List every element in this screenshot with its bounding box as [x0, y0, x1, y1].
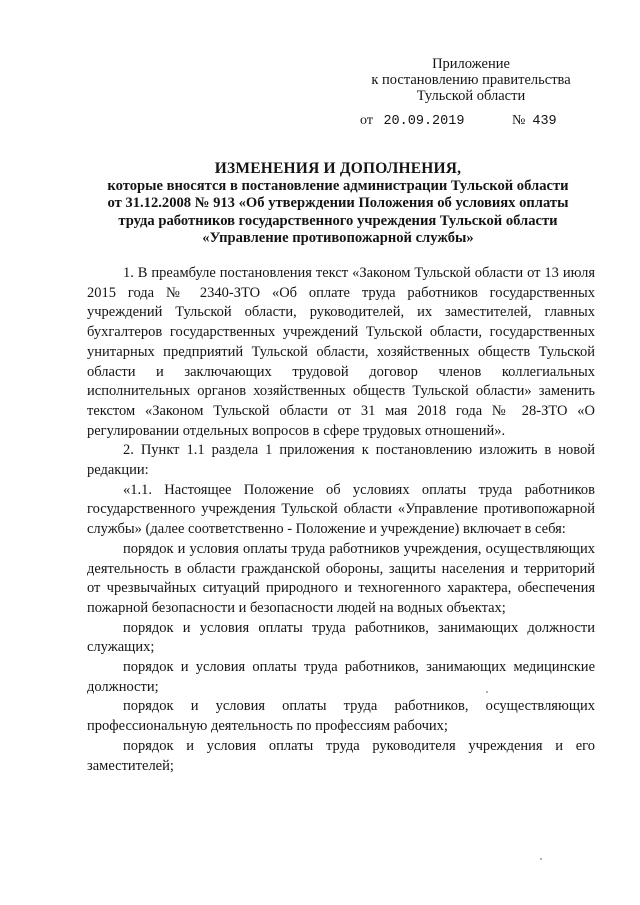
paragraph-6: порядок и условия оплаты труда работников, занимающих медицинские должности; — [87, 659, 595, 695]
appendix-line-1: Приложение — [432, 56, 510, 72]
paragraph-3: «1.1. Настоящее Положение об условиях оплаты труда работников государственного учреждения Тульской области «Управление противопожарной службы» (далее соответственно - Положение и учреждение) включает в себя: — [87, 481, 595, 538]
document-date-number — [360, 113, 600, 129]
number-prefix: № — [512, 113, 526, 128]
appendix-line-2: к постановлению правительства — [371, 72, 571, 88]
document-body — [87, 264, 595, 776]
document-date: 20.09.2019 — [383, 114, 465, 129]
document-number: 439 — [532, 114, 557, 129]
document-number-wrap — [512, 113, 557, 129]
title-line-2: от 31.12.2008 № 913 «Об утверждении Положения об условиях оплаты — [107, 195, 569, 211]
title-line-1: которые вносятся в постановление администрации Тульской области — [107, 177, 569, 194]
title-line-4: «Управление противопожарной службы» — [202, 230, 474, 246]
appendix-line-3: Тульской области — [416, 88, 526, 104]
paragraph-8: порядок и условия оплаты труда руководителя учреждения и его заместителей; — [87, 737, 595, 774]
paragraph-5: порядок и условия оплаты труда работников, занимающих должности служащих; — [87, 619, 595, 656]
scan-speck — [540, 858, 542, 860]
title-line-3: труда работников государственного учреждения Тульской области — [118, 212, 558, 229]
document-title — [80, 160, 596, 248]
appendix-header — [336, 56, 606, 104]
scan-speck — [486, 691, 488, 693]
paragraph-4: порядок и условия оплаты труда работников учреждения, осуществляющих деятельность в области гражданской обороны, защиты населения и территорий от чрезвычайных ситуаций природного и техногенного характера, обеспечения пожарной безопасности и безопасности людей на водных объектах; — [87, 540, 595, 616]
title-main: ИЗМЕНЕНИЯ И ДОПОЛНЕНИЯ, — [214, 160, 462, 177]
paragraph-2: 2. Пункт 1.1 раздела 1 приложения к постановлению изложить в новой редакции: — [87, 442, 595, 479]
paragraph-1: 1. В преамбуле постановления текст «Законом Тульской области от 13 июля 2015 года № 2340-ЗТО «Об оплате труда работников государственных учреждений Тульской области, руководителей, их заместителей, главных бухгалтеров государственных учреждений Тульской области, государственных унитарных предприятий Тульской области, хозяйственных обществ Тульской области и заключающих трудовой договор членов коллегиальных исполнительных органов хозяйственных обществ Тульской области» заменить текстом «Законом Тульской области от 31 мая 2018 года № 28-ЗТО «О регулировании отдельных вопросов в сфере трудовых отношений». — [87, 265, 595, 439]
paragraph-7: порядок и условия оплаты труда работников, осуществляющих профессиональную деятельность по профессиям рабочих; — [87, 698, 595, 735]
date-prefix: от — [360, 113, 373, 128]
